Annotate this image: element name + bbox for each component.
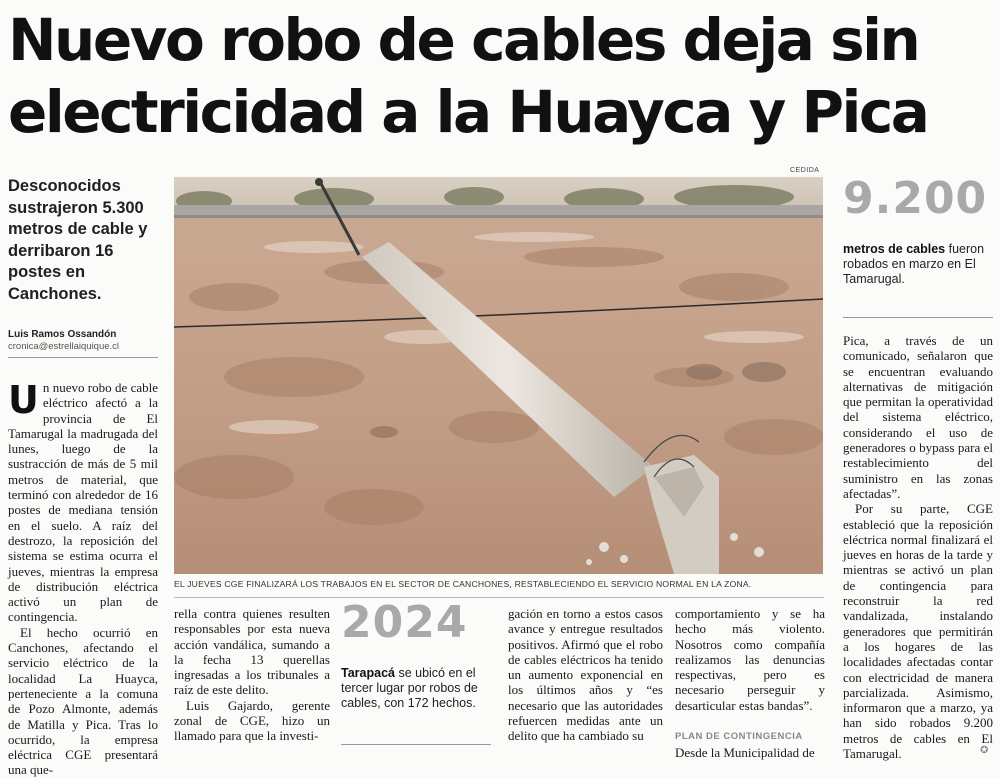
factbox-2024-divider [341,744,491,745]
factbox-9200-text [843,242,993,287]
headline [8,4,993,148]
drop-cap: U [8,378,39,422]
fallen-pole-photo [174,177,823,574]
photo-credit: CEDIDA [790,167,820,174]
photo-caption: EL JUEVES CGE FINALIZARÁ LOS TRABAJOS EN EL SECTOR DE CANCHONES, RESTABLECIENDO EL SERVICIO NORMAL EN LA ZONA. [174,579,752,589]
caption-divider [174,597,824,598]
article-column-3 [508,606,663,744]
paragraph: n nuevo robo de cable eléctrico afectó a la provincia de El Tamarugal la madrugada del lunes, luego de la sustracción de más de 5 mil metros de material, que terminó con alrededor de 16 postes de mediana tensión en el suelo. A raíz del destrozo, la reposición del sistema se estima ocurra el jueves, mientras la empresa de distribución eléctrica activó un plan de contingencia. [8,380,158,625]
factbox-9200-bold: metros de cables [843,242,946,256]
factbox-2024-bold: Tarapacá [341,666,395,680]
factbox-2024-rest: se ubicó en el tercer lugar por robos de cables, con 172 hechos. [341,666,478,710]
article-column-2 [174,606,330,744]
paragraph: rella contra quienes resulten responsables por esta nueva acción vandálica, sumando a la fecha 13 querellas ingresadas a los tribunales a raíz de este delito. [174,606,330,698]
paragraph: Luis Gajardo, gerente zonal de CGE, hizo un llamado para que la investi- [174,697,330,744]
factbox-2024-text [341,666,493,711]
headline-line-2: electricidad a la Huayca y Pica [8,78,928,146]
factbox-9200-rest: fueron robados en marzo en El Tamarugal. [843,242,985,286]
news-photo [174,177,823,574]
end-mark-icon: ✪ [980,745,989,756]
paragraph: Desde la Municipalidad de [675,745,815,760]
factbox-2024-number: 2024 [341,597,468,648]
factbox-9200-divider [843,317,993,318]
paragraph: Por su parte, CGE estableció que la reposición eléctrica normal finalizará el jueves en horas de la tarde y mientras se activó un plan de contingencia para reconstruir la red vandalizada, instalando generadores que permitirán a los hogares de las localidades afectadas contar con electricidad de manera parcializada. Asimismo, informaron que a marzo, ya han sido robados 9.200 metros de cables en El Tamarugal. [843,501,993,762]
section-heading: PLAN DE CONTINGENCIA [675,731,803,742]
headline-line-1: Nuevo robo de cables deja sin [8,6,919,74]
author-divider [8,357,158,358]
paragraph: comportamiento y se ha hecho más violento. Nosotros como compañía realizamos las denuncias respectivas, pero es necesario perseguir y desarticular estas bandas”. [675,606,825,713]
author-email[interactable]: cronica@estrellaiquique.cl [8,341,120,352]
article-column-4 [675,606,825,713]
article-column-5 [843,333,993,761]
article-column-1 [8,380,158,778]
factbox-9200-number: 9.200 [843,173,988,224]
article-column-4-continued [675,745,825,760]
author-name: Luis Ramos Ossandón [8,329,117,340]
paragraph: gación en torno a estos casos avance y entregue resultados positivos. Afirmó que el robo de cables eléctricos ha tenido un aumento exponencial en los últimos años y “es necesario que las autoridades refuercen medidas ante un delito que ha cambiado su [508,606,663,744]
paragraph: Pica, a través de un comunicado, señalaron que se encuentran evaluando alternativas de mitigación que permitan la operatividad del sistema eléctrico, considerando el uso de generadores o bypass para el restablecimiento del suministro en las zonas afectadas”. [843,333,993,501]
paragraph: El hecho ocurrió en Canchones, afectando el servicio eléctrico de la localidad La Huayca, perteneciente a la comuna de Pozo Almonte, además de Matilla y Pica. Tras lo ocurrido, la empresa eléctrica CGE presentará una que- [8,624,158,778]
subheadline: Desconocidos sustrajeron 5.300 metros de cable y derribaron 16 postes en Canchones. [8,177,148,303]
